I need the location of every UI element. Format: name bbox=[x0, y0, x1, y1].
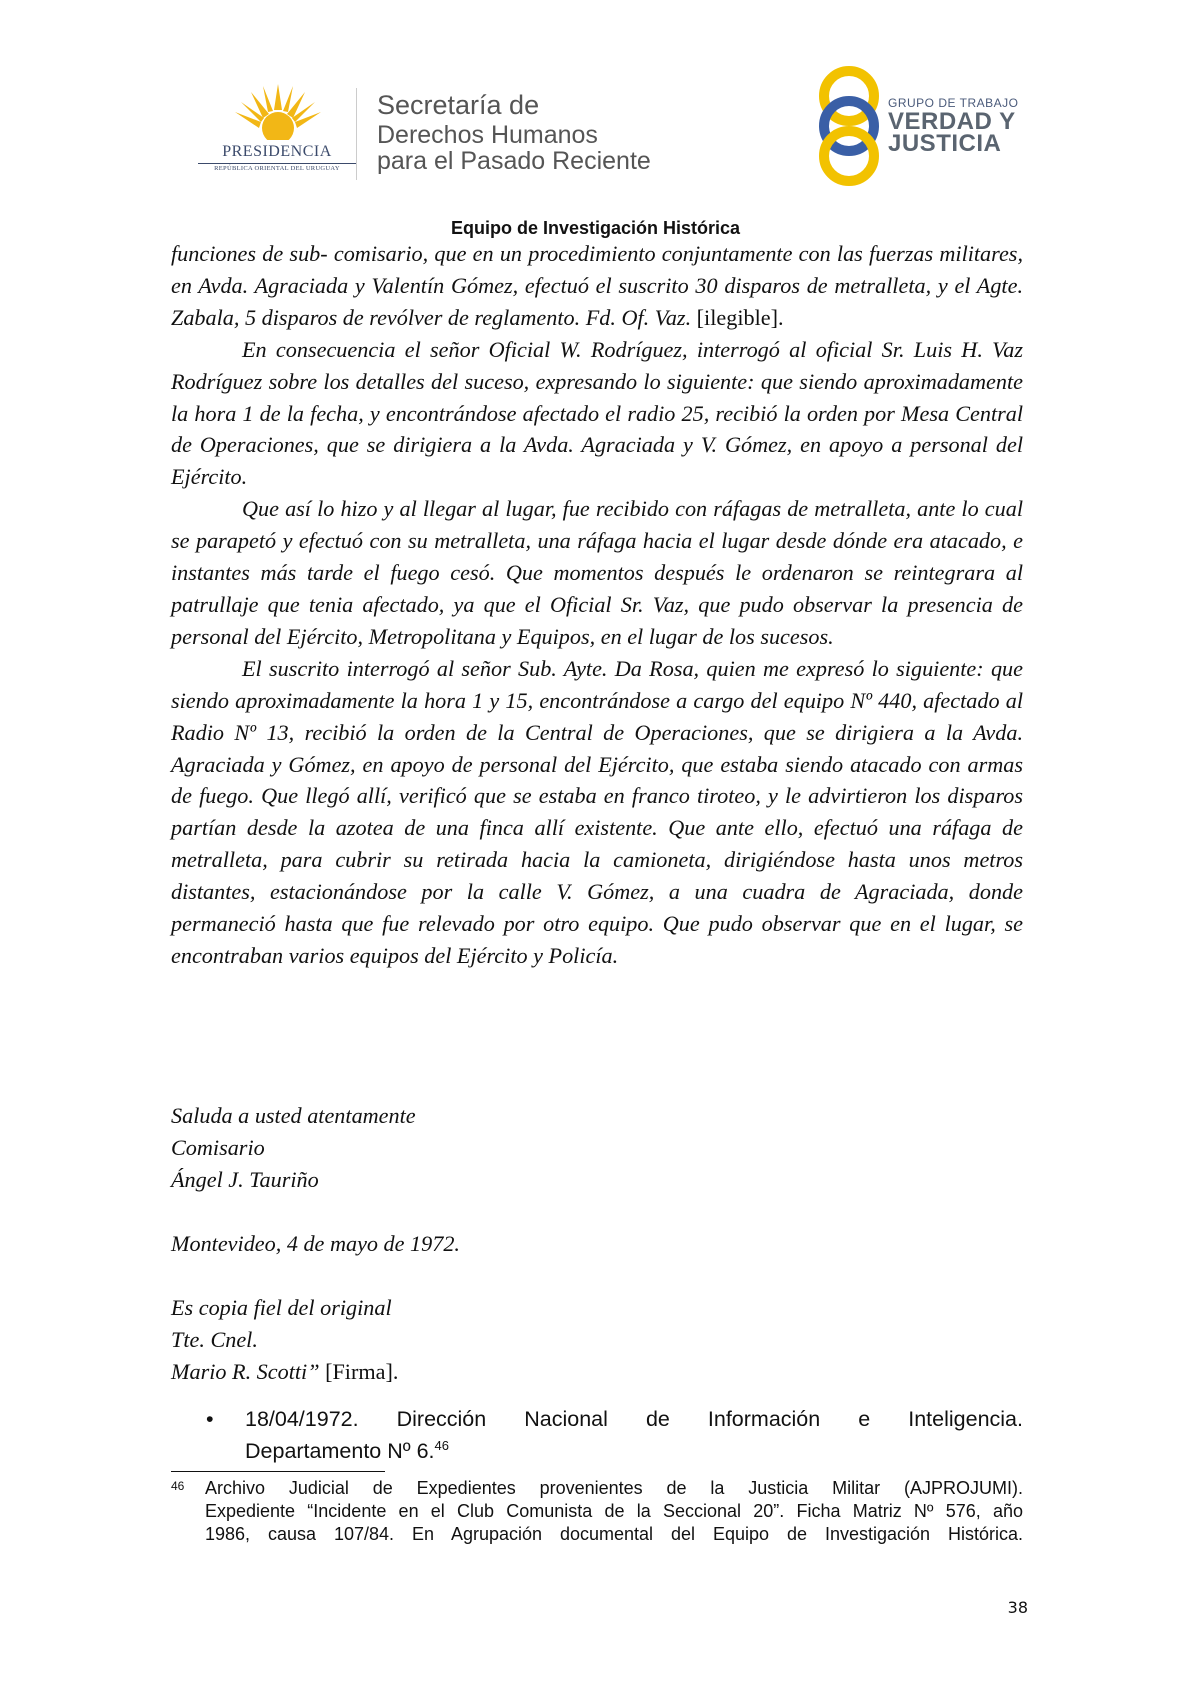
copy-rank: Tte. Cnel. bbox=[171, 1327, 258, 1352]
footnote-line-1: Archivo Judicial de Expedientes provenientes de la Justicia Militar (AJPROJUMI). bbox=[205, 1478, 1023, 1498]
footnote-line-3: 1986, causa 107/84. En Agrupación documental del Equipo de Investigación Histórica. bbox=[205, 1524, 1023, 1544]
footnote-text bbox=[205, 1477, 1023, 1546]
footnote-rule bbox=[171, 1471, 385, 1472]
footnote-reference[interactable]: 46 bbox=[434, 1437, 449, 1453]
paragraph-3: Que así lo hizo y al llegar al lugar, fue recibido con ráfagas de metralleta, ante lo cual se parapetó y efectuó con su metralleta, una ráfaga hacia el lugar desde dónde era atacado, e instantes más tarde el fuego cesó. Que momentos después le ordenaron se reintegrara al patrullaje que tenia afectado, ya que el Oficial Sr. Vaz, que pudo observar la presencia de personal del Ejército, Metropolitana y Equipos, en el lugar de los sucesos. bbox=[171, 496, 1023, 649]
copy-signer-name: Mario R. Scotti” bbox=[171, 1359, 320, 1384]
page-header bbox=[0, 0, 1191, 238]
paragraph-2: En consecuencia el señor Oficial W. Rodríguez, interrogó al oficial Sr. Luis H. Vaz Rodríguez sobre los detalles del suceso, expresando lo siguiente: que siendo aproximadamente la hora 1 de la fecha, y encontrándose afectado el radio 25, recibió la orden por Mesa Central de Operaciones, que se dirigiera a la Avda. Agraciada y V. Gómez, en apoyo a personal del Ejército. bbox=[171, 336, 1023, 490]
body-text bbox=[171, 238, 1023, 972]
closing-salutation: Saluda a usted atentamente bbox=[171, 1103, 416, 1128]
signature-note: [Firma]. bbox=[325, 1359, 399, 1384]
paragraph-1 bbox=[171, 238, 1023, 334]
illegible-note: [ilegible]. bbox=[696, 304, 784, 330]
bullet-line-2 bbox=[245, 1435, 1023, 1467]
grupo-line-2: VERDAD Y bbox=[888, 108, 1016, 135]
secretaria-line-3: para el Pasado Reciente bbox=[377, 147, 651, 175]
copy-signer bbox=[171, 1356, 1023, 1388]
presidencia-subtitle: REPÚBLICA ORIENTAL DEL URUGUAY bbox=[214, 165, 340, 172]
closing-rank: Comisario bbox=[171, 1135, 265, 1160]
bullet-line-2-text: Departamento Nº 6. bbox=[245, 1439, 435, 1463]
paragraph-1-text: funciones de sub- comisario, que en un procedimiento conjuntamente con las fuerzas militares, en Avda. Agraciada y Valentín Gómez, efectuó el suscrito 30 disparos de metralleta, y el Agte. Zabala, 5 disparos de revólver de reglamento. Fd. Of. Vaz. bbox=[171, 241, 1023, 330]
closing-block bbox=[171, 1100, 1023, 1388]
closing-signer: Ángel J. Tauriño bbox=[171, 1167, 319, 1192]
header-divider bbox=[356, 88, 357, 180]
bullet-icon: • bbox=[206, 1407, 214, 1431]
linked-rings-logo-icon bbox=[812, 64, 886, 188]
footnote-number: 46 bbox=[171, 1479, 185, 1493]
paragraph-4: El suscrito interrogó al señor Sub. Ayte. Da Rosa, quien me expresó lo siguiente: que siendo aproximadamente la hora 1 y 15, encontrándose a cargo del equipo Nº 440, afectado al Radio Nº 13, recibió la orden de la Central de Operaciones, que se dirigiera a la Avda. Agraciada y Gómez, en apoyo de personal del Ejército, que estaba siendo atacado con armas de fuego. Que llegó allí, verificó que se estaba en franco tiroteo, y le advirtieron los disparos partían desde la azotea de una finca allí existente. Que ante ello, efectuó una ráfaga de metralleta, para cubrir su retirada hacia la camioneta, dirigiéndose hasta unos metros distantes, estacionándose por la calle V. Gómez, a una cuadra de Agraciada, donde permaneció hasta que fue relevado por otro equipo. Que pudo observar que en el lugar, se encontraban varios equipos del Ejército y Policía. bbox=[171, 655, 1023, 968]
page-number: 38 bbox=[1007, 1598, 1028, 1617]
presidencia-label: PRESIDENCIA bbox=[222, 143, 332, 160]
bullet-line-1: 18/04/1972. Dirección Nacional de Información e Inteligencia. bbox=[245, 1407, 1023, 1431]
footnote-line-2: Expediente “Incidente en el Club Comunista de la Seccional 20”. Ficha Matriz Nº 576, año bbox=[205, 1501, 1023, 1521]
closing-date: Montevideo, 4 de mayo de 1972. bbox=[171, 1231, 460, 1256]
grupo-line-3: JUSTICIA bbox=[888, 130, 1002, 157]
copy-statement: Es copia fiel del original bbox=[171, 1295, 392, 1320]
grupo-line-1: GRUPO DE TRABAJO bbox=[888, 96, 1019, 110]
presidencia-divider bbox=[198, 163, 356, 164]
secretaria-line-2: Derechos Humanos bbox=[377, 121, 598, 149]
team-title: Equipo de Investigación Histórica bbox=[450, 218, 741, 238]
secretaria-line-1: Secretaría de bbox=[377, 90, 540, 120]
